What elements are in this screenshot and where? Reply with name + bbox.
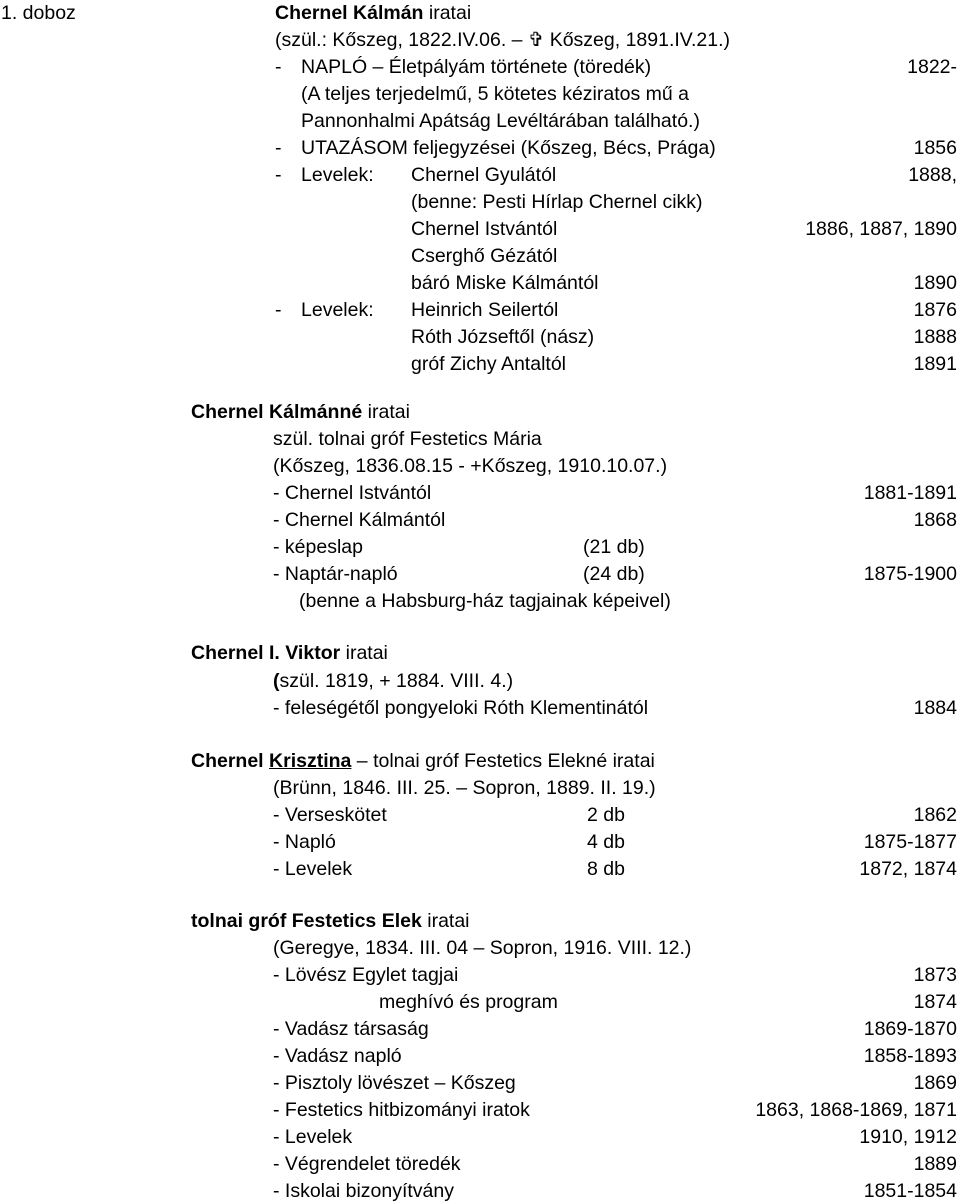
heading-suffix: iratai (362, 401, 410, 423)
heading-suffix: iratai (340, 642, 388, 664)
letter-item-year: 1891 (913, 353, 957, 375)
heading-suffix: – tolnai gróf Festetics Elekné iratai (351, 750, 655, 772)
item-text: - feleségétől pongyeloki Róth Klementinától (273, 697, 649, 719)
item-text: - Levelek (273, 1126, 353, 1148)
heading-suffix: iratai (421, 910, 470, 932)
item-year: 1868 (913, 509, 957, 531)
dates-rest: szül. 1819, + 1884. VIII. 4.) (279, 670, 514, 692)
item-text: - Chernel Istvántól (273, 482, 432, 504)
dates-line: (Brünn, 1846. III. 25. – Sopron, 1889. II. 19.) (273, 777, 656, 799)
letters-label: Levelek: (301, 164, 374, 186)
naplo-note-1: (A teljes terjedelmű, 5 kötetes kéziratos mű a (301, 83, 690, 105)
heading-plain-name: Chernel (191, 750, 270, 772)
item-year: 1884 (913, 697, 957, 719)
section-heading-krisztina (191, 749, 655, 773)
item-text: - Vadász társaság (273, 1018, 429, 1040)
item-note: (benne a Habsburg-ház tagjainak képeivel) (299, 590, 671, 612)
item-text: - Naptár-napló (273, 563, 398, 585)
heading-bold-name: Viktor (285, 642, 341, 664)
item-year: 1875-1900 (863, 563, 957, 585)
section-heading-kalman (275, 1, 471, 25)
dash: - (275, 299, 282, 321)
item-year: 1910, 1912 (859, 1126, 957, 1148)
item-count: (21 db) (583, 536, 645, 558)
section-heading-kalmanne (191, 400, 410, 424)
item-count: 2 db (587, 804, 625, 826)
item-text: - Chernel Kálmántól (273, 509, 446, 531)
item-text: - Lövész Egylet tagjai (273, 964, 459, 986)
item-year: 1851-1854 (863, 1180, 957, 1202)
dash: - (275, 137, 282, 159)
letter-item-text: gróf Zichy Antaltól (411, 353, 566, 375)
letter-item-year: 1888, (908, 164, 957, 186)
item-year: 1869 (913, 1072, 957, 1094)
birth-name-line: szül. tolnai gróf Festetics Mária (273, 428, 542, 450)
dates-line (273, 669, 513, 693)
heading-bold-name: Chernel Kálmán (275, 2, 424, 24)
heading-bold-name: Elek (381, 910, 422, 932)
item-text: - Verseskötet (273, 804, 387, 826)
letter-item-text: Chernel Gyulától (411, 164, 557, 186)
heading-bold-name: Krisztina (269, 750, 352, 772)
item-year: 1889 (913, 1153, 957, 1175)
naplo-title: NAPLÓ – Életpályám története (töredék) (301, 56, 652, 78)
letters-label: Levelek: (301, 299, 374, 321)
heading-plain-name: Chernel (191, 401, 270, 423)
item-year: 1874 (913, 991, 957, 1013)
letter-item-text: Heinrich Seilertól (411, 299, 559, 321)
item-count: (24 db) (583, 563, 645, 585)
naplo-note-2: Pannonhalmi Apátság Levéltárában található.) (301, 110, 700, 132)
item-text: - Pisztoly lövészet – Kőszeg (273, 1072, 516, 1094)
item-text: - Vadász napló (273, 1045, 402, 1067)
item-year: 1872, 1874 (859, 858, 957, 880)
heading-bold-name: Kálmánné (269, 401, 363, 423)
dates-line: (szül.: Kőszeg, 1822.IV.06. – ✞ Kőszeg, 1891.IV.21.) (275, 29, 731, 51)
letter-item-text: báró Miske Kálmántól (411, 272, 599, 294)
item-text: - Napló (273, 831, 336, 853)
letter-item-year: 1888 (913, 326, 957, 348)
dash: - (275, 56, 282, 78)
item-year: 1858-1893 (863, 1045, 957, 1067)
item-year: 1875-1877 (863, 831, 957, 853)
letter-item-year: 1876 (913, 299, 957, 321)
item-year: 1862 (913, 804, 957, 826)
naplo-year: 1822- (907, 56, 957, 78)
item-text: - Végrendelet töredék (273, 1153, 461, 1175)
item-text: meghívó és program (379, 991, 558, 1013)
utazas-title: UTAZÁSOM feljegyzései (Kőszeg, Bécs, Prága) (301, 137, 716, 159)
letter-item-text: Róth Józseftől (nász) (411, 326, 595, 348)
item-text: - Iskolai bizonyítvány (273, 1180, 454, 1202)
letter-item-year: 1886, 1887, 1890 (805, 218, 957, 240)
heading-suffix: iratai (423, 2, 472, 24)
letter-item-text: Chernel Istvántól (411, 218, 558, 240)
item-year: 1863, 1868-1869, 1871 (755, 1099, 957, 1121)
letter-item-text: Cserghő Gézától (411, 245, 558, 267)
heading-plain-name: Chernel I. (191, 642, 286, 664)
dates-line: (Geregye, 1834. III. 04 – Sopron, 1916. VIII. 12.) (273, 937, 692, 959)
dates-open-paren: ( (273, 670, 280, 692)
utazas-year: 1856 (913, 137, 957, 159)
heading-plain-name: tolnai gróf Festetics (191, 910, 382, 932)
section-heading-elek (191, 909, 470, 933)
section-heading-viktor (191, 641, 388, 665)
letter-item-text: (benne: Pesti Hírlap Chernel cikk) (411, 191, 703, 213)
item-year: 1869-1870 (863, 1018, 957, 1040)
item-year: 1881-1891 (863, 482, 957, 504)
item-text: - Levelek (273, 858, 353, 880)
letter-item-year: 1890 (913, 272, 957, 294)
box-label: 1. doboz (1, 2, 76, 24)
item-count: 8 db (587, 858, 625, 880)
item-text: - Festetics hitbizományi iratok (273, 1099, 530, 1121)
dash: - (275, 164, 282, 186)
item-year: 1873 (913, 964, 957, 986)
dates-line: (Kőszeg, 1836.08.15 - +Kőszeg, 1910.10.07.) (273, 455, 668, 477)
item-text: - képeslap (273, 536, 363, 558)
item-count: 4 db (587, 831, 625, 853)
